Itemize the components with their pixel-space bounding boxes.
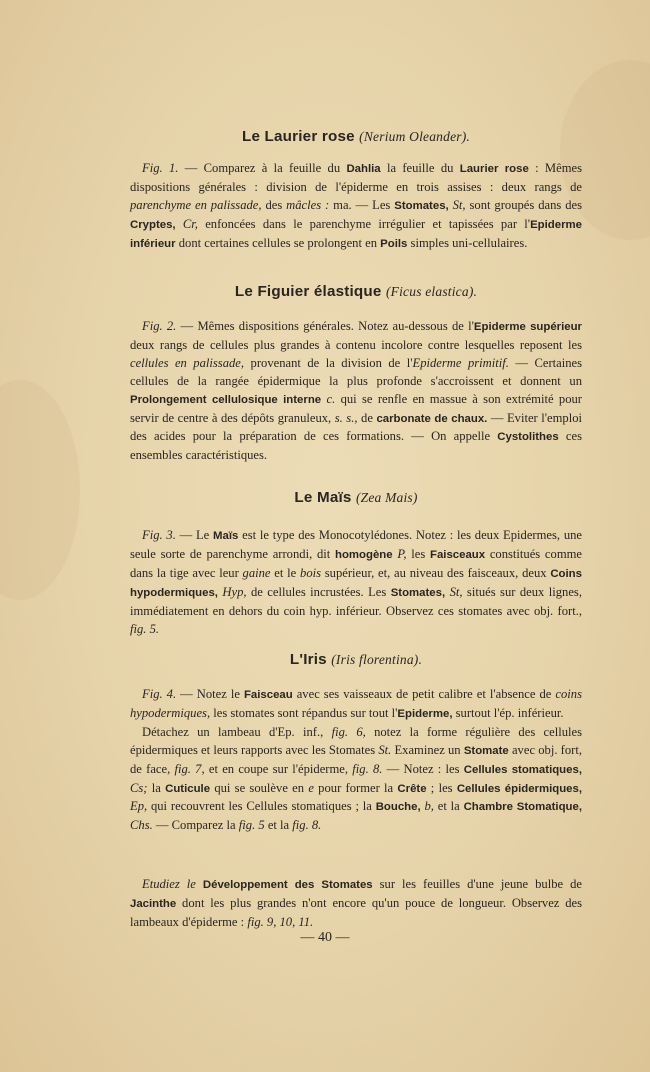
bold-term: homogène: [334, 548, 393, 561]
text-run: provenant de la division de l': [244, 355, 413, 370]
italic-text: bois: [300, 565, 322, 580]
italic-text: mâcles :: [286, 197, 330, 212]
text-run: la: [147, 780, 166, 795]
bold-term: Laurier rose: [459, 163, 529, 175]
section-heading-mais: [130, 489, 582, 506]
text-run: — Comparez à la feuille du: [178, 161, 347, 175]
bold-term: Cystolithes: [497, 431, 559, 444]
text-run: de: [357, 410, 377, 425]
text-run: pour former la: [313, 780, 398, 795]
bold-term: Chambre Stomatique,: [463, 801, 582, 814]
section-latin-name: (Iris florentina).: [331, 652, 423, 667]
paragraph: [130, 724, 582, 835]
bold-term: Cellules épidermiques,: [456, 782, 583, 795]
text-run: constitués comme dans la tige avec leur: [130, 546, 582, 580]
section-heading-figuier: [130, 283, 582, 300]
text-run: Examinez un: [391, 742, 464, 757]
text-run: sont groupés dans des: [465, 197, 582, 212]
bold-term: Stomates,: [390, 586, 446, 599]
italic-text: fig. 8.: [292, 818, 322, 833]
page-number: — 40 —: [300, 930, 350, 945]
bold-term: Poils: [380, 237, 408, 250]
text-run: supérieur, et, au niveau des faisceaux, deux: [321, 565, 551, 580]
italic-text: e: [308, 780, 314, 795]
paragraph: [130, 686, 582, 724]
text-run: dont les plus grandes n'ont encore qu'un pouce de longueur. Observez des lambeaux d'épiderme :: [130, 895, 582, 929]
italic-text: parenchyme en palissade,: [130, 197, 262, 212]
text-run: de cellules incrustées. Les: [246, 584, 391, 599]
section-title: Le Laurier rose: [242, 128, 355, 145]
text-run: et le: [270, 565, 301, 580]
paragraph: [130, 876, 582, 932]
bold-term: Epiderme,: [397, 707, 453, 720]
section-body-jacinthe: [130, 876, 582, 932]
text-run: enfoncées dans le parenchyme irrégulier et tapissées par l': [197, 216, 531, 231]
text-run: les stomates sont répandus sur tout l': [210, 705, 398, 720]
section-heading-laurier: [130, 128, 582, 145]
bold-term: Coins hypodermiques,: [130, 567, 582, 599]
text-run: est le type des Monocotylédones. Notez : les deux Epidermes, une seule sorte de parenchyme arrondi, dit: [130, 528, 583, 561]
bold-term: Maïs: [213, 530, 239, 542]
text-run: situés sur deux lignes, immédiatement en dehors du coin hyp. inférieur. Observez ces stomates avec obj. fort.,: [130, 584, 582, 618]
text-run: avec ses vaisseaux de petit calibre et l'absence de: [292, 687, 556, 701]
italic-text: St.: [378, 742, 392, 757]
section-body-laurier: [130, 160, 582, 254]
bold-term: Dahlia: [346, 163, 381, 175]
text-run: et la: [433, 799, 464, 814]
bold-term: Développement des Stomates: [202, 879, 373, 891]
italic-text: fig. 7,: [174, 761, 205, 776]
text-run: les: [406, 546, 430, 561]
italic-text: St,: [449, 584, 463, 599]
bold-term: Cuticule: [165, 782, 211, 795]
bold-term: Cryptes,: [130, 218, 176, 231]
text-run: et la: [264, 818, 293, 833]
italic-text: Cr,: [182, 216, 198, 231]
bold-term: Crête: [397, 782, 427, 795]
italic-text: c.: [326, 391, 336, 406]
text-run: ces ensembles caractéristiques.: [130, 429, 582, 463]
bold-term: carbonate de chaux.: [376, 412, 488, 425]
bold-term: Prolongement cellulosique interne: [130, 393, 322, 406]
text-run: dont certaines cellules se prolongent en: [175, 235, 381, 250]
italic-text: fig. 9, 10, 11.: [247, 914, 314, 929]
text-run: qui se soulève en: [210, 780, 309, 795]
text-run: qui se renfle en massue à son extrémité pour servir de centre à des dépôts granuleux,: [130, 391, 583, 425]
italic-text: Cs;: [130, 780, 148, 795]
text-run: — Mêmes dispositions générales. Notez au-dessous de l': [176, 319, 474, 333]
italic-text: cellules en palissade,: [130, 355, 245, 370]
bold-term: Stomates,: [394, 199, 449, 212]
italic-text: Fig. 1.: [142, 161, 179, 175]
bold-term: Epiderme supérieur: [473, 321, 582, 333]
text-run: des: [261, 197, 287, 212]
italic-text: Fig. 4.: [142, 687, 177, 701]
section-title: Le Figuier élastique: [234, 283, 382, 300]
text-run: deux rangs de cellules plus grandes à contenu incolore contre lesquelles reposent les: [130, 337, 582, 352]
section-body-figuier: [130, 318, 582, 465]
bold-term: Epiderme inférieur: [130, 218, 582, 250]
italic-text: s. s.,: [334, 410, 358, 425]
text-run: ma. — Les: [329, 197, 395, 212]
text-run: surtout l'ép. inférieur.: [452, 705, 564, 720]
section-body-mais: [130, 527, 582, 638]
italic-text: b,: [424, 799, 434, 814]
italic-text: fig. 5: [238, 818, 265, 833]
italic-text: Hyp,: [222, 584, 247, 599]
paragraph: [130, 318, 582, 465]
paper-stain: [0, 380, 80, 600]
paragraph: [130, 527, 582, 638]
section-latin-name: (Zea Mais): [355, 490, 418, 505]
italic-text: gaine: [242, 565, 271, 580]
italic-text: P,: [397, 546, 407, 561]
italic-text: Etudiez le: [142, 877, 196, 891]
italic-text: coins hypodermiques,: [130, 687, 583, 720]
text-run: [196, 877, 203, 891]
text-run: la feuille du: [380, 161, 460, 175]
text-run: — Eviter l'emploi des acides pour la préparation de ces formations. — On appelle: [130, 410, 582, 444]
italic-text: Chs.: [130, 818, 153, 833]
bold-term: Faisceau: [243, 689, 293, 701]
section-title: Le Maïs: [294, 489, 352, 506]
italic-text: fig. 6,: [331, 724, 366, 739]
section-title: L'Iris: [289, 651, 327, 668]
text-run: Détachez un lambeau d'Ep. inf.,: [142, 724, 332, 739]
bold-term: Faisceaux: [430, 548, 486, 561]
italic-text: fig. 5.: [130, 621, 160, 636]
text-run: : Mêmes dispositions générales : division de l'épiderme en trois assises : deux rangs de: [130, 161, 582, 194]
section-body-iris: [130, 686, 582, 835]
italic-text: fig. 8.: [352, 761, 383, 776]
bold-term: Bouche,: [375, 801, 421, 814]
section-latin-name: (Nerium Oleander).: [359, 129, 470, 144]
text-run: — Notez : les: [382, 761, 464, 776]
italic-text: St,: [452, 197, 466, 212]
text-run: avec obj. fort, de face,: [130, 742, 583, 776]
text-run: ; les: [426, 780, 457, 795]
text-run: [176, 217, 183, 231]
text-run: sur les feuilles d'une jeune bulbe de: [372, 877, 582, 891]
italic-text: Epiderme primitif.: [412, 355, 509, 370]
italic-text: Ep,: [130, 799, 148, 814]
paragraph: [130, 160, 582, 254]
section-latin-name: (Ficus elastica).: [385, 284, 478, 299]
text-run: — Certaines cellules de la rangée épidermique la plus profonde s'accroissent et donnent un: [130, 355, 583, 388]
text-run: et en coupe sur l'épiderme,: [204, 761, 353, 776]
text-run: simples uni-cellulaires.: [407, 235, 528, 250]
text-run: — Notez le: [176, 687, 244, 701]
text-run: qui recouvrent les Cellules stomatiques ; la: [147, 799, 376, 814]
text-run: — Le: [175, 528, 214, 542]
bold-term: Jacinthe: [130, 897, 177, 910]
bold-term: Cellules stomatiques,: [463, 763, 582, 776]
text-run: — Comparez la: [152, 818, 239, 833]
section-heading-iris: [130, 651, 582, 668]
italic-text: Fig. 2.: [142, 319, 177, 333]
text-run: notez la forme régulière des cellules épidermiques et leurs rapports avec les Stomates: [130, 724, 582, 757]
italic-text: Fig. 3.: [142, 528, 176, 542]
bold-term: Stomate: [463, 744, 509, 757]
